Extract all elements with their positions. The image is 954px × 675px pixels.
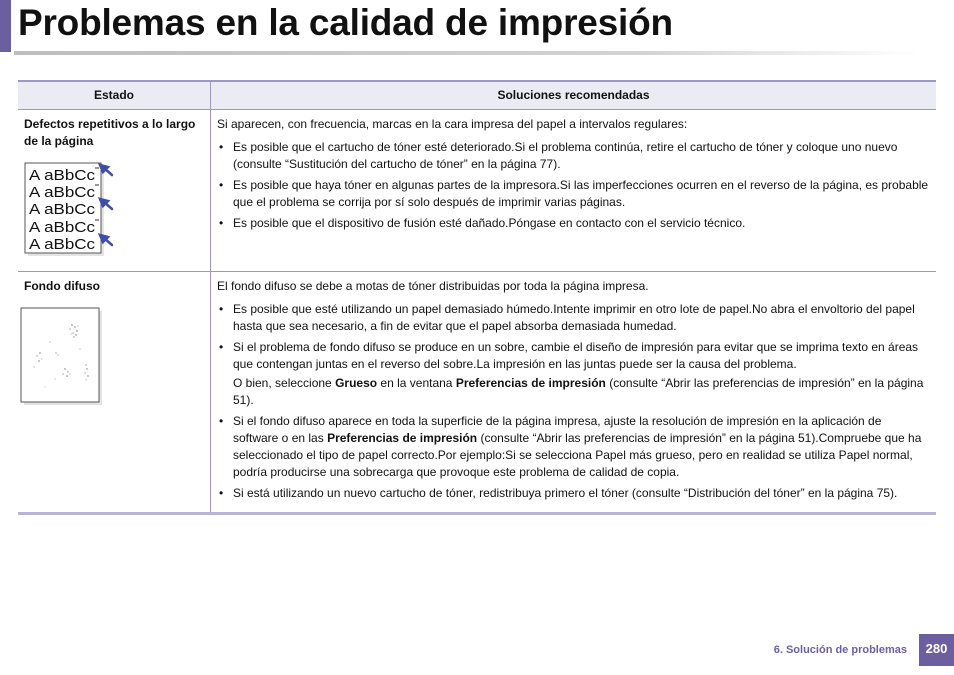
- list-item: • Es posible que el dispositivo de fusión esté dañado.Póngase en contacto con el servicio técnico.: [217, 215, 930, 232]
- state-label: Defectos repetitivos a lo largo de la página: [24, 117, 196, 148]
- solution-list: [217, 301, 930, 502]
- list-item-text: Si el fondo difuso aparece en toda la superficie de la página impresa, ajuste la resolución de impresión en la aplicación de software o en las: [233, 414, 882, 445]
- solution-intro: Si aparecen, con frecuencia, marcas en la cara impresa del papel a intervalos regulares:: [217, 117, 688, 131]
- background-scatter-figure: [20, 307, 204, 412]
- header-solutions: Soluciones recomendadas: [211, 81, 937, 110]
- list-item: [217, 339, 930, 409]
- table-row: [18, 272, 936, 514]
- option-grueso: Grueso: [335, 376, 378, 390]
- page-number-badge: 280: [919, 634, 954, 666]
- figure-line: A aBbCc: [29, 219, 96, 236]
- title-accent-bar: [0, 0, 11, 52]
- solution-list: [217, 139, 930, 232]
- page-title: Problemas en la calidad de impresión: [18, 2, 673, 43]
- extra-text: O bien, seleccione: [233, 376, 336, 390]
- title-underline: [14, 51, 919, 55]
- repeating-defect-figure: [24, 162, 204, 262]
- list-item-text: (consulte “Abrir las preferencias de impresión” en la página 51).Compruebe que ha seleccionado el tipo de papel correcto.Por ejemplo:Si se selecciona Papel más grueso, pero en realidad se utiliza Papel normal, podría producirse una sobrecarga que provoque este problema de calidad de copia.: [233, 431, 922, 479]
- table-row: [18, 110, 936, 272]
- figure-line: A aBbCc: [29, 167, 96, 184]
- list-item: • Es posible que el cartucho de tóner esté deteriorado.Si el problema continúa, retire el cartucho de tóner y coloque uno nuevo (consulte “Sustitución del cartucho de tóner” en la página 77).: [217, 139, 930, 173]
- state-label: Fondo difuso: [24, 279, 100, 293]
- table-header-row: [18, 81, 936, 110]
- list-item: [217, 413, 930, 481]
- header-state: Estado: [18, 81, 211, 110]
- figure-line: A aBbCc: [29, 201, 96, 218]
- extra-text: (consulte “Abrir las preferencias de impresión” en la página 51).: [233, 376, 924, 407]
- figure-line: A aBbCc: [29, 236, 96, 253]
- solutions-cell: [211, 272, 937, 514]
- figure-line: A aBbCc: [29, 184, 96, 201]
- extra-text: en la ventana: [377, 376, 456, 390]
- list-item: • Es posible que esté utilizando un papel demasiado húmedo.Intente imprimir en otro lote de papel.No abra el envoltorio del papel hasta que sea necesario, a fin de evitar que el papel absorba demasiada humedad.: [217, 301, 930, 335]
- list-item-extra: [233, 375, 930, 409]
- repeating-defect-illustration: [24, 162, 116, 257]
- background-scatter-illustration: [20, 307, 106, 407]
- list-item: • Es posible que haya tóner en algunas partes de la impresora.Si las imperfecciones ocurren en el reverso de la página, es probable que el problema se corrija por sí solo después de imprimir varias páginas.: [217, 177, 930, 211]
- footer-section-label: 6. Solución de problemas: [773, 644, 907, 656]
- troubleshooting-table: [18, 80, 936, 515]
- solutions-cell: [211, 110, 937, 272]
- state-cell: [18, 110, 211, 272]
- list-item-text: Si el problema de fondo difuso se produce en un sobre, cambie el diseño de impresión para evitar que se imprima texto en áreas que contengan juntas en el reverso del sobre.La impresión en las juntas puede ser la causa del problema.: [233, 340, 919, 371]
- window-name: Preferencias de impresión: [455, 376, 606, 390]
- solution-intro: El fondo difuso se debe a motas de tóner distribuidas por toda la página impresa.: [217, 279, 649, 293]
- list-item: • Si está utilizando un nuevo cartucho de tóner, redistribuya primero el tóner (consulte “Distribución del tóner” en la página 75).: [217, 485, 930, 502]
- sample-text-lines: [29, 167, 96, 253]
- state-cell: [18, 272, 211, 514]
- window-name: Preferencias de impresión: [327, 431, 478, 445]
